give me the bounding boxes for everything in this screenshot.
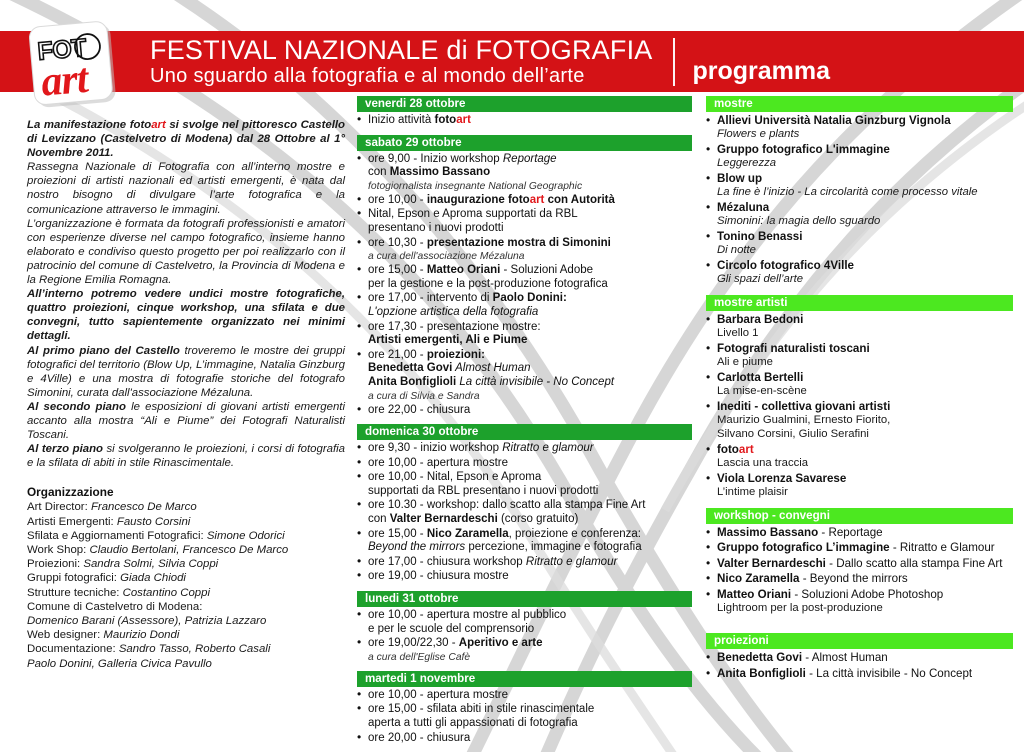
org-row [27, 543, 345, 557]
schedule-note: a cura dell'associazione Mézaluna [368, 251, 525, 263]
org-value: Fausto Corsini [116, 515, 191, 528]
sub-bold: Valter Bernardeschi [389, 513, 498, 526]
sub-rest: percezione, immagine e fotografia [465, 541, 642, 554]
org-row [27, 557, 345, 571]
item-name: Nico Zaramella [717, 572, 800, 586]
item-name: Matteo Oriani [717, 587, 792, 601]
item-rest: - Almost Human [802, 651, 888, 665]
list-item: • Carlotta Bertelli [706, 371, 1013, 385]
item-text: ore 9,00 - Inizio workshop [368, 152, 503, 165]
list-item-sub2: Silvano Corsini, Giulio Serafini [717, 427, 869, 440]
intro-p7-rest: si svolgeranno le proiezioni, i corsi di fotografia e la sfilata di abiti in stile Rinascimentale. [27, 443, 345, 470]
org-value: Simone Odorici [206, 529, 285, 542]
schedule-item [357, 457, 692, 471]
item-bold: Matteo Oriani [426, 264, 501, 277]
org-value: Domenico Barani (Assessore), Patrizia Lazzaro [27, 614, 267, 627]
org-label: Gruppi fotografici: [27, 572, 121, 585]
item-bold: Nico Zaramella [426, 527, 509, 540]
list-item [706, 526, 1013, 540]
org-row [27, 657, 345, 671]
list-item [706, 557, 1013, 571]
org-row [27, 628, 345, 642]
schedule-subline [357, 362, 692, 376]
intro-p1-art: art [151, 119, 166, 131]
mostre-list [706, 114, 1013, 287]
item-time: ore 10,00 - [368, 193, 427, 206]
schedule-item [357, 442, 692, 456]
schedule-item [357, 237, 692, 251]
schedule-item [357, 637, 692, 651]
list-item: • Fotografi naturalisti toscani [706, 342, 1013, 356]
day-items-martedi-1 [357, 689, 692, 745]
list-item-sub: Di notte [717, 244, 756, 257]
svg-text:art: art [39, 55, 90, 106]
item-text: ore 10,00 - apertura mostre [368, 688, 508, 701]
programma-label: programma [692, 57, 831, 85]
item-text: Inizio attività [368, 114, 435, 126]
schedule-item [357, 528, 692, 542]
section-header-proiezioni: proiezioni [706, 633, 1013, 649]
mostre-artisti-list [706, 313, 1013, 500]
list-item-sub: Lightroom per la post-produzione [717, 601, 883, 614]
item-rest: - Ritratto e Glamour [889, 541, 995, 555]
list-item: • Circolo fotografico 4Ville [706, 259, 1013, 273]
intro-paragraph-6 [27, 400, 345, 442]
item-rest: - Soluzioni Adobe [500, 264, 594, 277]
schedule-note: fotogiornalista insegnante National Geographic [368, 180, 583, 192]
org-label: Work Shop: [27, 543, 90, 556]
intro-paragraph-3: L’organizzazione è formata da fotografi professionisti e amatori con esperienze diverse nel campo fotografico, insieme hanno elaborato e condiviso questo progetto per poi realizzarlo con il patrocinio del comune di Castelvetro, la Provincia di Modena e la Regione Emilia Romagna. [27, 217, 345, 287]
item-time: ore 19,00/22,30 - [368, 637, 459, 650]
schedule-subline: supportati da RBL presentano i nuovi prodotti [368, 484, 599, 497]
section-header-workshop-convegni: workshop - convegni [706, 508, 1013, 524]
org-row [27, 500, 345, 514]
item-name: Benedetta Govi [717, 651, 803, 665]
item-time: ore 15,00 - [368, 264, 427, 277]
item-text: ore 15,00 - sfilata abiti in stile rinascimentale [368, 703, 595, 716]
schedule-item [357, 292, 692, 306]
list-item [706, 588, 1013, 602]
organizzazione-list [27, 500, 345, 670]
item-time: ore 10,30 - [368, 236, 427, 249]
left-column [27, 118, 345, 671]
schedule-note: a cura di Silvia e Sandra [368, 390, 480, 402]
item-text: ore 10,00 - apertura mostre al pubblico [368, 609, 567, 622]
list-item-sub: Gli spazi dell’arte [717, 273, 804, 286]
org-row [27, 515, 345, 529]
item-rest: - Soluzioni Adobe Photoshop [791, 587, 944, 601]
item-name: Valter Bernardeschi [717, 556, 826, 570]
list-item-sub: Livello 1 [717, 327, 759, 340]
sub-italic: Almost Human [452, 362, 531, 375]
list-item [706, 651, 1013, 665]
list-item: • Barbara Bedoni [706, 313, 1013, 327]
item-time: ore 15,00 - [368, 527, 427, 540]
org-value: Giada Chiodi [120, 572, 186, 585]
item-text: ore 10,00 - Nital, Epson e Aproma [368, 471, 542, 484]
sub-text: con [368, 513, 390, 526]
schedule-item [357, 153, 692, 167]
exhibits-column [706, 96, 1013, 689]
header-banner-content [150, 31, 830, 92]
schedule-subline [357, 166, 692, 180]
schedule-subline [357, 541, 692, 555]
org-row [27, 586, 345, 600]
day-items-sabato-29 [357, 153, 692, 418]
item-bold2: con Autorità [544, 193, 615, 206]
org-value: Paolo Donini, Galleria Civica Pavullo [27, 657, 212, 670]
list-item [706, 667, 1013, 681]
org-label: Comune di Castelvetro di Modena: [27, 600, 203, 613]
item-text: ore 10,00 - apertura mostre [368, 456, 508, 469]
list-item-sub: La mise-en-scène [717, 385, 807, 398]
sub-rest: (corso gratuito) [497, 513, 579, 526]
schedule-item [357, 404, 692, 418]
org-label: Artisti Emergenti: [27, 515, 117, 528]
item-rest: - La città invisibile - No Concept [805, 666, 973, 680]
intro-paragraph-1 [27, 118, 345, 160]
list-item-sub: Maurizio Gualmini, Ernesto Fiorito, [717, 414, 891, 427]
item-bold: Aperitivo e arte [458, 637, 543, 650]
intro-p5-bold: Al primo piano del Castello [27, 344, 180, 357]
item-text: ore 17,00 - chiusura workshop [368, 555, 526, 568]
item-rest: - Dallo scatto alla stampa Fine Art [825, 556, 1003, 570]
schedule-item [357, 609, 692, 623]
proiezioni-list [706, 651, 1013, 681]
item-bold: inaugurazione foto [426, 193, 530, 206]
list-item [706, 572, 1013, 586]
list-item-sub: Leggerezza [717, 157, 777, 170]
day-header-sabato-29: sabato 29 ottobre [357, 135, 692, 151]
schedule-item [357, 556, 692, 570]
item-bold: proiezioni: [426, 348, 485, 361]
org-row [27, 600, 345, 614]
schedule-item [357, 499, 692, 513]
item-text: Nital, Epson e Aproma supportati da RBL [368, 208, 578, 221]
festival-subtitle: Uno sguardo alla fotografia e al mondo dell’arte [150, 65, 585, 87]
list-item-sub: Flowers e plants [717, 128, 800, 140]
list-item-sub: Simonini: la magia dello sguardo [717, 215, 881, 228]
section-header-mostre: mostre [706, 96, 1013, 112]
item-rest: , proiezione e conferenza: [508, 527, 641, 540]
item-text: ore 9,30 - inizio workshop [368, 442, 503, 455]
schedule-item [357, 689, 692, 703]
schedule-item [357, 732, 692, 746]
list-item-sub: L’intime plaisir [717, 486, 788, 499]
org-value: Claudio Bertolani, Francesco De Marco [89, 543, 289, 556]
day-header-domenica-30: domenica 30 ottobre [357, 424, 692, 440]
schedule-subline: per la gestione e la post-produzione fotografica [368, 277, 608, 290]
item-rest: - Reportage [818, 525, 883, 539]
list-item: • Tonino Benassi [706, 230, 1013, 244]
schedule-item [357, 321, 692, 335]
schedule-note: a cura dell'Eglise Cafè [368, 651, 471, 663]
schedule-subline [357, 513, 692, 527]
schedule-subline: e per le scuole del comprensorio [368, 622, 535, 635]
festival-title: FESTIVAL NAZIONALE di FOTOGRAFIA [150, 35, 653, 65]
intro-text [27, 118, 345, 470]
intro-paragraph-5 [27, 344, 345, 400]
list-item-sub: Ali e piume [717, 356, 773, 369]
sub-italic: Beyond the mirrors [368, 541, 466, 554]
item-name: Massimo Bassano [717, 525, 819, 539]
day-items-domenica-30 [357, 442, 692, 584]
list-item-sub: La fine è l’inizio - La circolarità come processo vitale [717, 186, 978, 199]
day-header-martedi-1: martedi 1 novembre [357, 671, 692, 687]
org-label: Strutture tecniche: [27, 586, 123, 599]
org-row [27, 529, 345, 543]
org-row [27, 642, 345, 656]
item-name: Gruppo fotografico L’immagine [717, 541, 890, 555]
section-spacer [706, 623, 1013, 633]
schedule-item [357, 570, 692, 584]
header-divider [673, 38, 675, 86]
item-text: ore 20,00 - chiusura [368, 731, 471, 744]
intro-p5-rest: troveremo le mostre dei gruppi fotografici del territorio (Blow Up, L’immagine, Natalia Ginzburg e 4Ville) e una mostra di fotografie storiche del fotografo Simonini, curata dall'associazione Mézaluna. [27, 344, 345, 399]
day-items-venerdi-28 [357, 114, 692, 128]
intro-p6-rest: le esposizioni di giovani artisti emergenti accanto alla mostra “Ali e Piume” dei Fotografi Naturalisti Toscani. [27, 400, 345, 442]
item-text: ore 10.30 - workshop: dallo scatto alla stampa Fine Art [368, 499, 646, 512]
list-item: • Mézaluna [706, 201, 1013, 215]
item-rest: - Beyond the mirrors [799, 572, 908, 586]
sub-bold: Massimo Bassano [389, 166, 491, 179]
intro-p1-a: La manifestazione foto [27, 119, 152, 131]
org-row [27, 571, 345, 585]
schedule-column [357, 96, 692, 752]
day-items-lunedi-31 [357, 609, 692, 664]
item-italic: Reportage [502, 152, 557, 165]
schedule-item [357, 194, 692, 208]
list-item [706, 541, 1013, 555]
list-item: • Allievi Università Natalia Ginzburg Vignola [706, 114, 1013, 128]
fotoart-art: art [738, 443, 754, 457]
sub-text: con [368, 166, 390, 179]
list-item: • Inediti - collettiva giovani artisti [706, 400, 1013, 414]
organizzazione-title: Organizzazione [27, 485, 114, 500]
intro-paragraph-7 [27, 442, 345, 470]
schedule-item [357, 471, 692, 485]
fotoart-logo [26, 21, 118, 109]
schedule-item [357, 264, 692, 278]
item-bold: presentazione mostra di Simonini [426, 236, 611, 249]
item-text: ore 17,30 - presentazione mostre: [368, 320, 541, 333]
sub-bold: Anita Bonfiglioli [368, 375, 457, 388]
schedule-subline [357, 376, 692, 390]
list-item: • Blow up [706, 172, 1013, 186]
schedule-subline: Artisti emergenti, Ali e Piume [368, 334, 528, 347]
schedule-subline: aperta a tutti gli appassionati di fotografia [368, 717, 578, 729]
item-art: art [529, 193, 545, 206]
header-title-block [150, 37, 653, 86]
schedule-item [357, 208, 692, 222]
schedule-subline: presentano i nuovi prodotti [368, 221, 504, 234]
schedule-item [357, 349, 692, 363]
list-item-fotoart [706, 443, 1013, 457]
section-header-mostre-artisti: mostre artisti [706, 295, 1013, 311]
item-text: ore 22,00 - chiusura [368, 403, 471, 416]
list-item: • Viola Lorenza Savarese [706, 472, 1013, 486]
sub-italic: La città invisibile - No Concept [456, 375, 615, 388]
intro-paragraph-4: All’interno potremo vedere undici mostre fotografiche, quattro proiezioni, cinque workshop, una sfilata e due convegni, tutto sapientemente organizzato nei minimi dettagli. [27, 288, 345, 343]
svg-text:FOT: FOT [36, 33, 88, 66]
day-header-lunedi-31: lunedi 31 ottobre [357, 591, 692, 607]
item-italic: Ritratto e glamour [525, 555, 618, 568]
org-label: Sfilata e Aggiornamenti Fotografici: [27, 529, 207, 542]
item-time: ore 21,00 - [368, 348, 427, 361]
schedule-item [357, 114, 692, 128]
item-text: ore 19,00 - chiusura mostre [368, 570, 509, 583]
item-bold: Paolo Donini: [492, 292, 567, 305]
intro-paragraph-2: Rassegna Nazionale di Fotografia con all’interno mostre e proiezioni di artisti nazionali ed artisti emergenti, è nata dal nostro bisogno di divulgare l’arte fotografica e la comunicazione attraverso le immagini. [27, 161, 345, 216]
intro-p7-bold: Al terzo piano [27, 443, 103, 456]
workshop-list [706, 526, 1013, 616]
sub-bold: Benedetta Govi [368, 362, 453, 375]
item-italic: Ritratto e glamour [502, 442, 594, 455]
item-foto: foto [434, 114, 457, 126]
org-label: Art Director: [27, 501, 91, 514]
org-value: Sandra Solmi, Silvia Coppi [83, 558, 219, 571]
list-item-sub: Lascia una traccia [717, 457, 809, 470]
intro-p6-bold: Al secondo piano [27, 400, 126, 413]
org-value: Sandro Tasso, Roberto Casali [118, 643, 271, 656]
intro-p1-b: si svolge nel pittoresco Castello di Levizzano (Castelvetro di Modena) dal 28 Ottobre al 1° Novembre 2011. [27, 119, 345, 160]
org-label: Documentazione: [27, 643, 119, 656]
header-banner [0, 31, 1024, 92]
org-label: Proiezioni: [27, 558, 84, 571]
list-item: • Gruppo fotografico L'immagine [706, 143, 1013, 157]
day-header-venerdi-28: venerdi 28 ottobre [357, 96, 692, 112]
org-label: Web designer: [27, 629, 104, 642]
fotoart-foto: foto [717, 443, 739, 457]
item-text: ore 17,00 - intervento di [368, 292, 493, 305]
item-name: Anita Bonfiglioli [717, 666, 806, 680]
schedule-item [357, 703, 692, 717]
org-value: Maurizio Dondi [103, 629, 180, 642]
org-value: Costantino Coppi [122, 586, 210, 599]
item-art: art [456, 114, 471, 126]
org-row [27, 614, 345, 628]
org-value: Francesco De Marco [90, 501, 197, 514]
schedule-subline: L'opzione artistica della fotografia [368, 305, 539, 318]
